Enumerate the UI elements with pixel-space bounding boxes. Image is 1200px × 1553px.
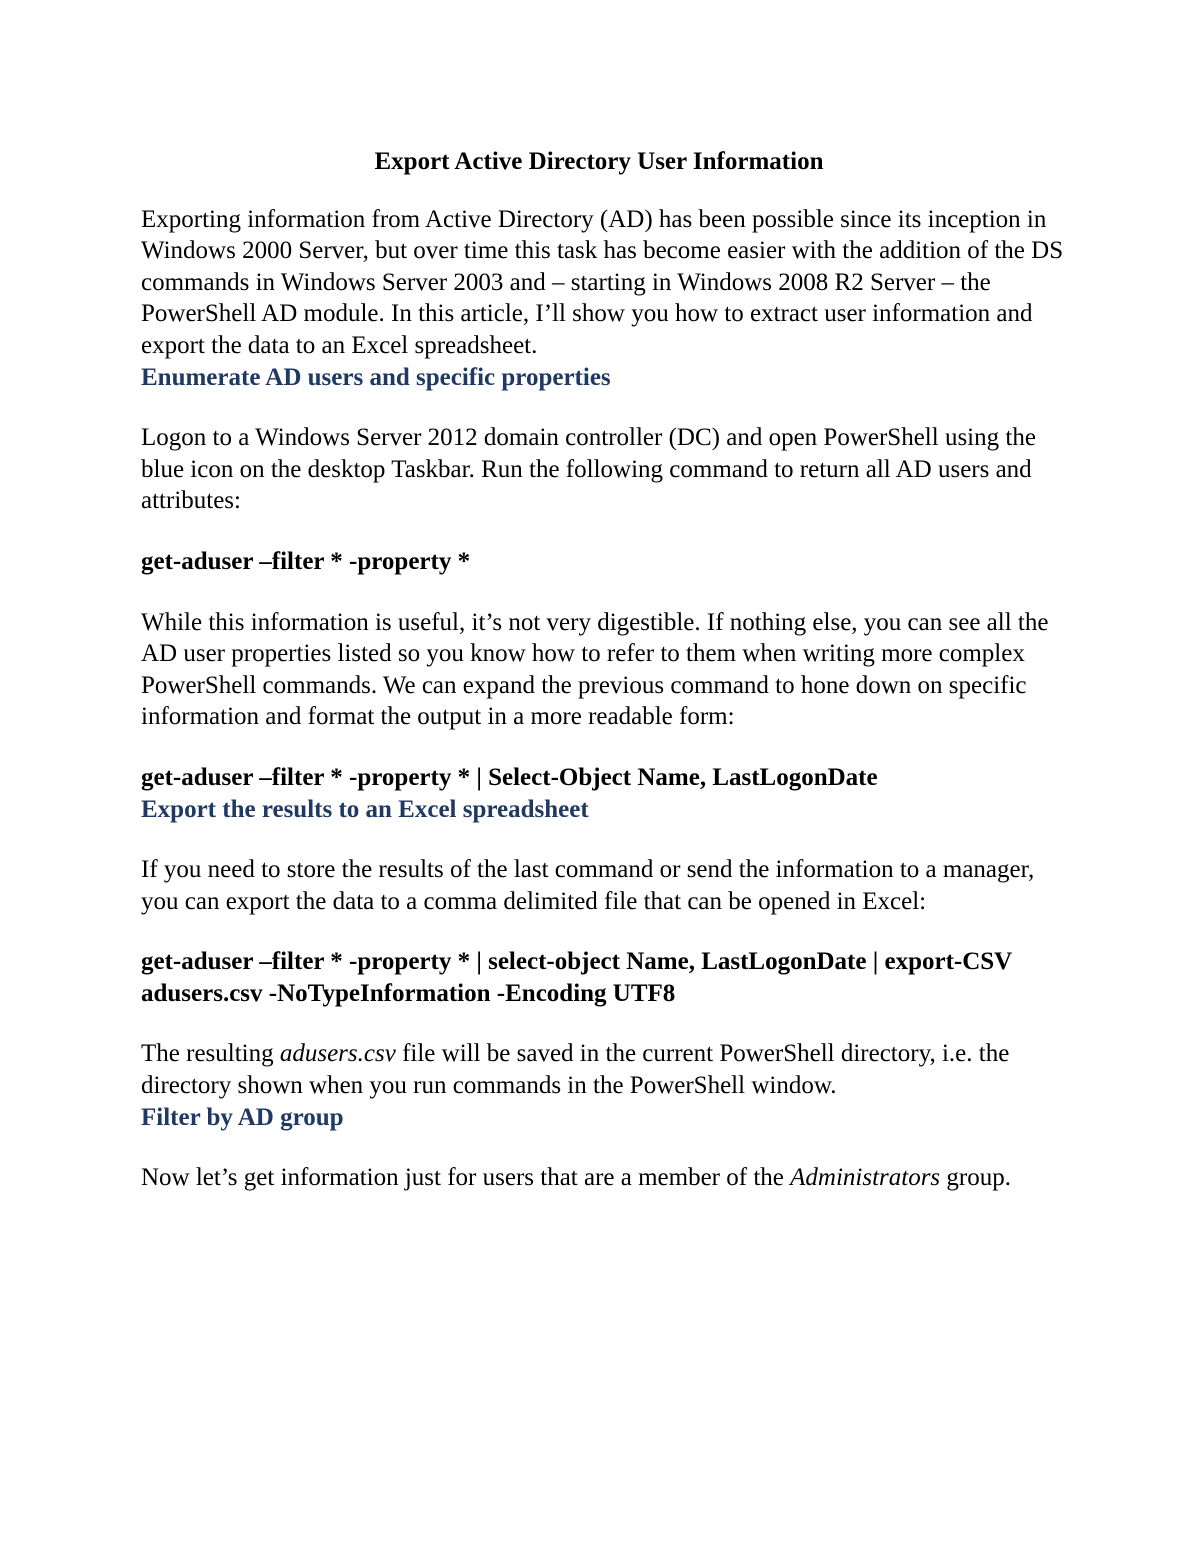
section-heading-enumerate: Enumerate AD users and specific properties (141, 363, 611, 391)
result-file-paragraph (141, 1038, 1071, 1101)
result-file-text-post: file will be saved in the current PowerShell directory, i.e. the directory shown when you run commands in the PowerShell window. (141, 1040, 1010, 1100)
document-title: Export Active Directory User Information (374, 148, 824, 175)
administrators-text-pre: Now let’s get information just for users that are a member of the (141, 1164, 791, 1192)
filename-adusers: adusers.csv (279, 1040, 396, 1068)
administrators-text-post: group. (940, 1164, 1011, 1192)
group-administrators: Administrators (790, 1164, 941, 1192)
command-get-aduser: get-aduser –filter * -property * (141, 547, 471, 575)
command-select-object: get-aduser –filter * -property * | Select-Object Name, LastLogonDate (141, 763, 878, 791)
document-body (141, 146, 1071, 1194)
administrators-paragraph (141, 1162, 1071, 1194)
result-file-text-pre: The resulting (141, 1040, 280, 1068)
logon-paragraph: Logon to a Windows Server 2012 domain controller (DC) and open PowerShell using the blue icon on the desktop Taskbar. Run the following command to return all AD users and attributes: (141, 424, 1036, 515)
section-heading-export: Export the results to an Excel spreadsheet (141, 795, 589, 823)
digestible-paragraph: While this information is useful, it’s not very digestible. If nothing else, you can see all the AD user properties listed so you know how to refer to them when writing more complex PowerShell commands. We can expand the previous command to hone down on specific information and format the output in a more readable form: (141, 608, 1049, 731)
command-export-csv: get-aduser –filter * -property * | select-object Name, LastLogonDate | export-CSV adusers.csv -NoTypeInformation -Encoding UTF8 (141, 948, 1012, 1007)
section-heading-filter: Filter by AD group (141, 1103, 344, 1131)
intro-paragraph: Exporting information from Active Directory (AD) has been possible since its inception in Windows 2000 Server, but over time this task has become easier with the addition of the DS commands in Windows Server 2003 and – starting in Windows 2008 R2 Server – the PowerShell AD module. In this article, I’ll show you how to extract user information and export the data to an Excel spreadsheet. (141, 205, 1064, 359)
export-paragraph: If you need to store the results of the last command or send the information to a manager, you can export the data to a comma delimited file that can be opened in Excel: (141, 856, 1035, 915)
